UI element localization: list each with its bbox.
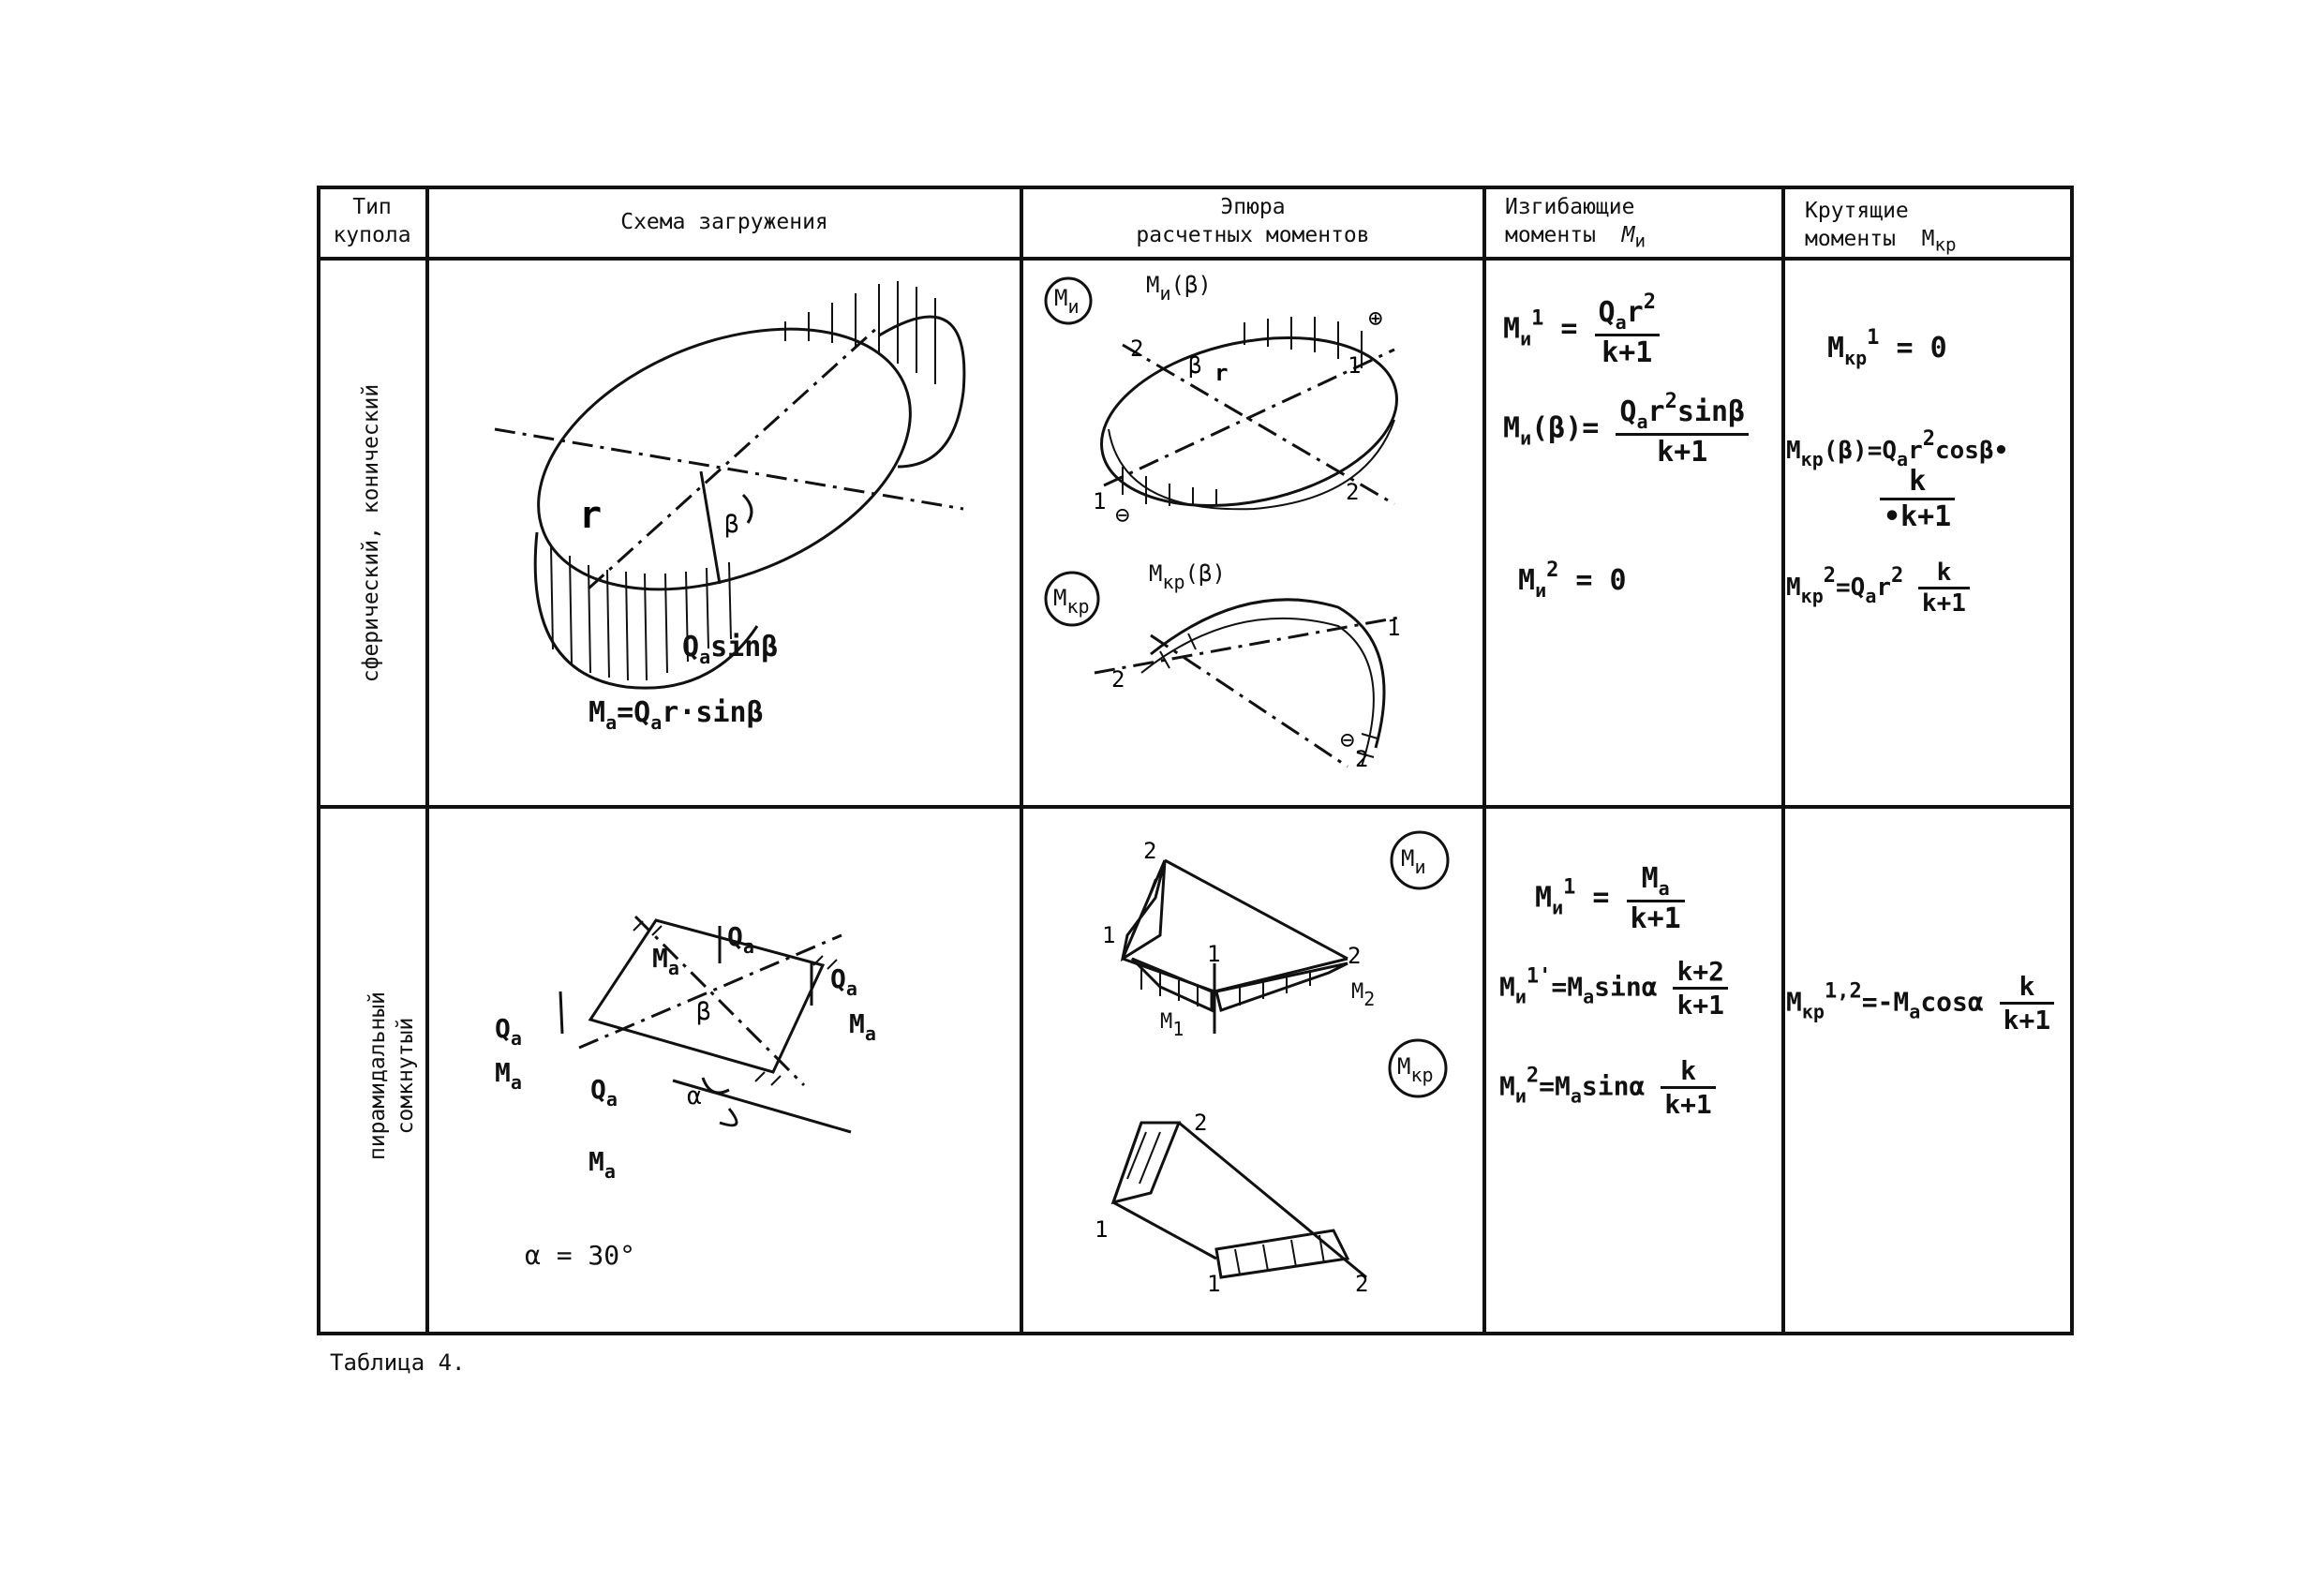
row1-diag-pt1-top: 1 — [1348, 352, 1362, 379]
row1-torsion-formula-2: $M_{кр}(\beta)=Q_ar^2\cos\beta•$ — [1786, 427, 2009, 470]
row2-diag-pt1-c: 1 — [1095, 1216, 1109, 1243]
row2-diag-pt1-b: 1 — [1207, 941, 1221, 967]
header-torsion: Крутящие моменты $M_{кр}$ — [1805, 199, 1957, 256]
row1-diag-mkr-beta: $M_{кр}(\beta)$ — [1149, 560, 1226, 593]
moments-table — [317, 186, 2074, 1335]
row1-diag-minus-lower: ⊖ — [1340, 726, 1355, 754]
row2-alpha-value: α = 30° — [525, 1240, 636, 1271]
row1-diag-mi-circle-label: $M_и$ — [1054, 285, 1080, 318]
row1-diag-plus: ⊕ — [1368, 305, 1383, 333]
row1-bending-formula-1: $M_и^1$ = $\frac{Q_ar^2}{k+1}$ — [1503, 291, 1660, 369]
row1-load-label: $Q_a\sin\beta$ — [682, 631, 779, 668]
row2-scheme-m-right: $M_a$ — [849, 1008, 876, 1045]
row2-diag-m2: M2 — [1351, 980, 1376, 1010]
row1-diag-mi-beta: $M_и(\beta)$ — [1146, 272, 1212, 305]
row1-diag-r: r — [1214, 360, 1229, 386]
row1-torsion-formula-2-frac: $\frac{k}{•k+1}$ — [1880, 465, 1955, 533]
row1-r-label: r — [579, 494, 603, 537]
header-type: Тип купола — [333, 195, 411, 247]
row1-diag-mkr-circle-label: $M_{кр}$ — [1053, 585, 1090, 618]
row2-diag-mi-circle-label: $M_и$ — [1401, 845, 1426, 878]
row2-diag-pt2-d: 2 — [1355, 1271, 1369, 1297]
row1-diag-pt1-bottom: 1 — [1093, 488, 1107, 514]
row2-scheme-q-right: $Q_a$ — [830, 963, 857, 1000]
header-diagram: Эпюра расчетных моментов — [1136, 195, 1370, 247]
row2-bending-formula-2: $M_и^{1'}=M_a\sin\alpha$ $\frac{k+2}{k+1}$ — [1499, 956, 1728, 1021]
table-caption: Таблица 4. — [330, 1349, 466, 1376]
row2-diag-mkr-circle-label: $M_{кр}$ — [1397, 1053, 1434, 1086]
row2-bending-formula-1: $M_и^1$ = $\frac{M_a}{k+1}$ — [1535, 862, 1685, 935]
row2-torsion-formula-1: $M_{кр}^{1,2}=-M_a\cos\alpha$ $\frac{k}{k+1}$ — [1786, 971, 2054, 1036]
row1-diag-pt2-top: 2 — [1130, 335, 1144, 362]
header-scheme: Схема загружения — [620, 210, 828, 234]
row2-scheme-m-left: $M_a$ — [495, 1057, 522, 1094]
row1-diag-pt1-lower: 1 — [1387, 615, 1401, 641]
row1-torsion-formula-1: $M_{кр}^1 = 0$ — [1827, 326, 1947, 369]
row1-bending-formula-3: $M_и^2 = 0$ — [1518, 559, 1627, 602]
table-grid — [317, 186, 2074, 1335]
row1-bending-formula-2: $M_и(\beta)=$ $\frac{Q_ar^2\sin\beta}{k+1}$ — [1503, 390, 1749, 469]
row2-scheme-alpha: α — [687, 1082, 702, 1111]
row2-scheme-beta: β — [696, 998, 711, 1026]
row1-torsion-formula-3: $M_{кр}^2=Q_ar^2$ $\frac{k}{k+1}$ — [1786, 559, 1970, 618]
row1-beta-label: β — [724, 511, 739, 539]
row2-diag-m1: M1 — [1160, 1010, 1184, 1040]
row2-scheme-q-center: $Q_a$ — [590, 1074, 618, 1111]
row2-diag-pt1-d: 1 — [1207, 1271, 1221, 1297]
row1-diag-beta: β — [1188, 352, 1202, 379]
row2-type-label: пирамидальный сомкнутый — [365, 991, 418, 1161]
row2-scheme-q-left: $Q_a$ — [495, 1013, 522, 1050]
row2-diag-pt2-c: 2 — [1194, 1110, 1208, 1136]
row1-diag-pt2-lower-b: 2 — [1355, 746, 1369, 772]
row2-diag-pt2-a: 2 — [1143, 838, 1157, 864]
row1-moment-label: $M_a=Q_ar\cdot\sin\beta$ — [588, 696, 764, 734]
header-bending: Изгибающие моменты $M_и$ — [1505, 195, 1646, 252]
row1-type-label: сферический, конический — [359, 383, 383, 683]
row2-diag-pt1-a: 1 — [1102, 922, 1116, 948]
row2-bending-formula-3: $M_и^2=M_a\sin\alpha$ $\frac{k}{k+1}$ — [1499, 1055, 1716, 1120]
row1-diag-minus: ⊖ — [1115, 501, 1130, 529]
row2-scheme-q-top: $Q_a$ — [727, 921, 754, 958]
row1-diag-pt2-lower: 2 — [1111, 666, 1125, 693]
row2-diag-pt2-b: 2 — [1348, 943, 1362, 969]
row2-scheme-m-top: $M_a$ — [652, 943, 679, 979]
row1-diag-pt2-bottom: 2 — [1346, 479, 1360, 505]
row2-scheme-m-bottom: $M_a$ — [588, 1146, 616, 1183]
